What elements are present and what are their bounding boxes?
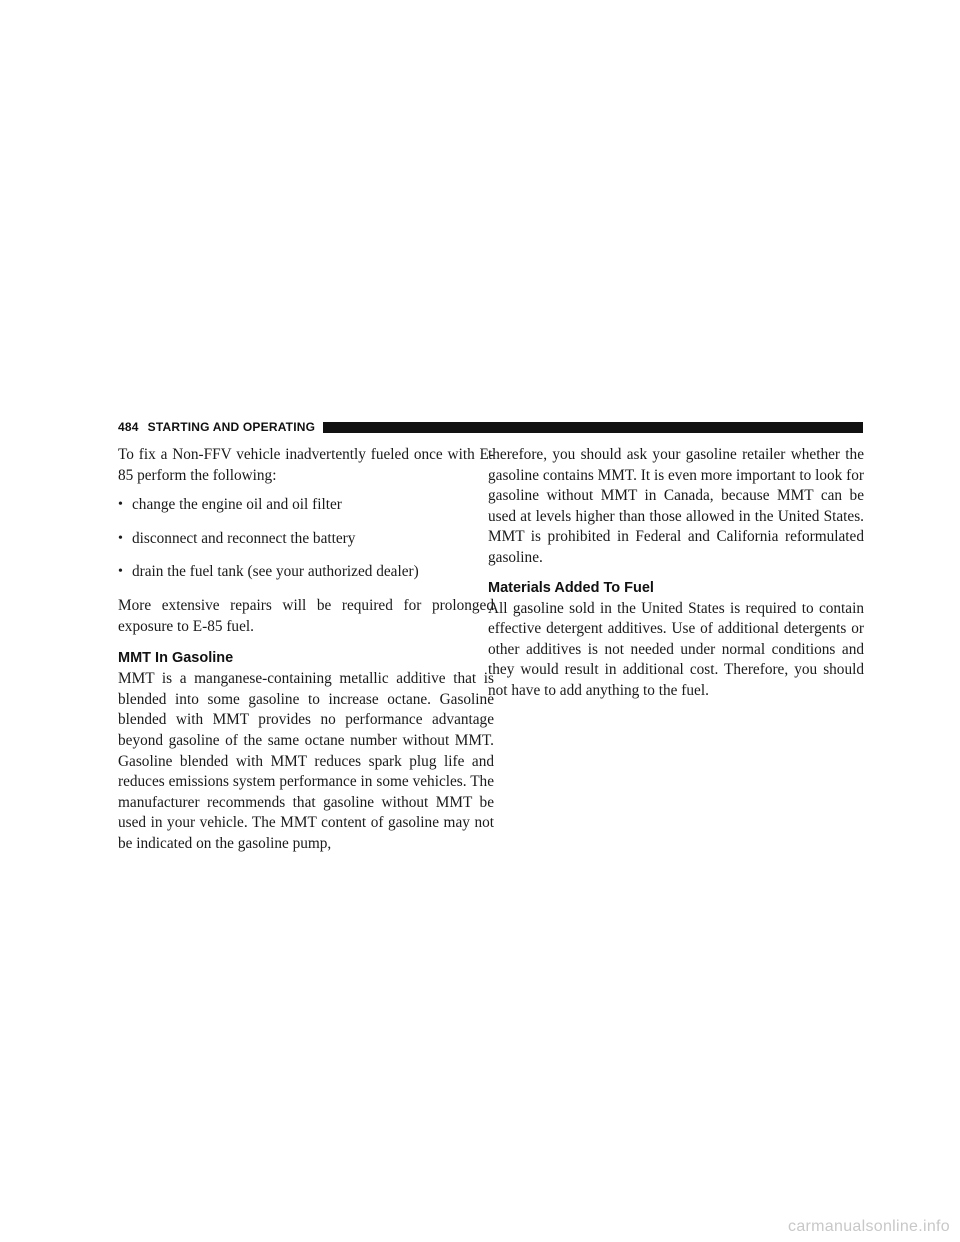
materials-heading: Materials Added To Fuel (488, 579, 654, 596)
list-item-text: disconnect and reconnect the battery (132, 529, 356, 547)
mmt-heading: MMT In Gasoline (118, 650, 234, 667)
section-title: STARTING AND OPERATING (147, 420, 316, 434)
mmt-continued-paragraph: therefore, you should ask your gasoline retailer whether the gasoline contains MMT. It is even more important to look for gasoline without MMT in Canada, because MMT can be used at levels higher than those allowed in the United States. MMT is prohibited in Federal and California reformulated gasoline. (488, 446, 864, 566)
bullet-icon: • (118, 564, 123, 580)
intro-paragraph: To fix a Non-FFV vehicle inadvertently fueled once with E-85 perform the following: (118, 446, 494, 484)
right-column (488, 445, 864, 711)
page-header (118, 419, 863, 435)
page-number: 484 (118, 420, 139, 434)
list-item-text: change the engine oil and oil filter (132, 496, 342, 514)
header-rule (323, 422, 863, 433)
list-item-text: drain the fuel tank (see your authorized dealer) (132, 563, 419, 581)
list-item (118, 562, 494, 583)
mmt-paragraph: MMT is a manganese-containing metallic additive that is blended into some gasoline to increase octane. Gasoline blended with MMT provides no performance advantage beyond gasoline of the same octane number without MMT. Gasoline blended with MMT reduces spark plug life and reduces emissions system performance in some vehicles. The manufacturer recommends that gasoline without MMT be used in your vehicle. The MMT content of gasoline may not be indicated on the gasoline pump, (118, 670, 494, 852)
list-item (118, 495, 494, 516)
left-column (118, 445, 494, 864)
bullet-icon: • (118, 530, 123, 546)
bullet-icon: • (118, 497, 123, 513)
materials-paragraph: All gasoline sold in the United States is required to contain effective detergent additives. Use of additional detergents or other additives is not needed under normal conditions and they would result in additional cost. Therefore, you should not have to add anything to the fuel. (488, 599, 864, 699)
exposure-paragraph: More extensive repairs will be required for prolonged exposure to E-85 fuel. (118, 596, 494, 635)
repair-steps-list (118, 495, 494, 583)
list-item (118, 529, 494, 550)
watermark: carmanualsonline.info (788, 1218, 950, 1235)
